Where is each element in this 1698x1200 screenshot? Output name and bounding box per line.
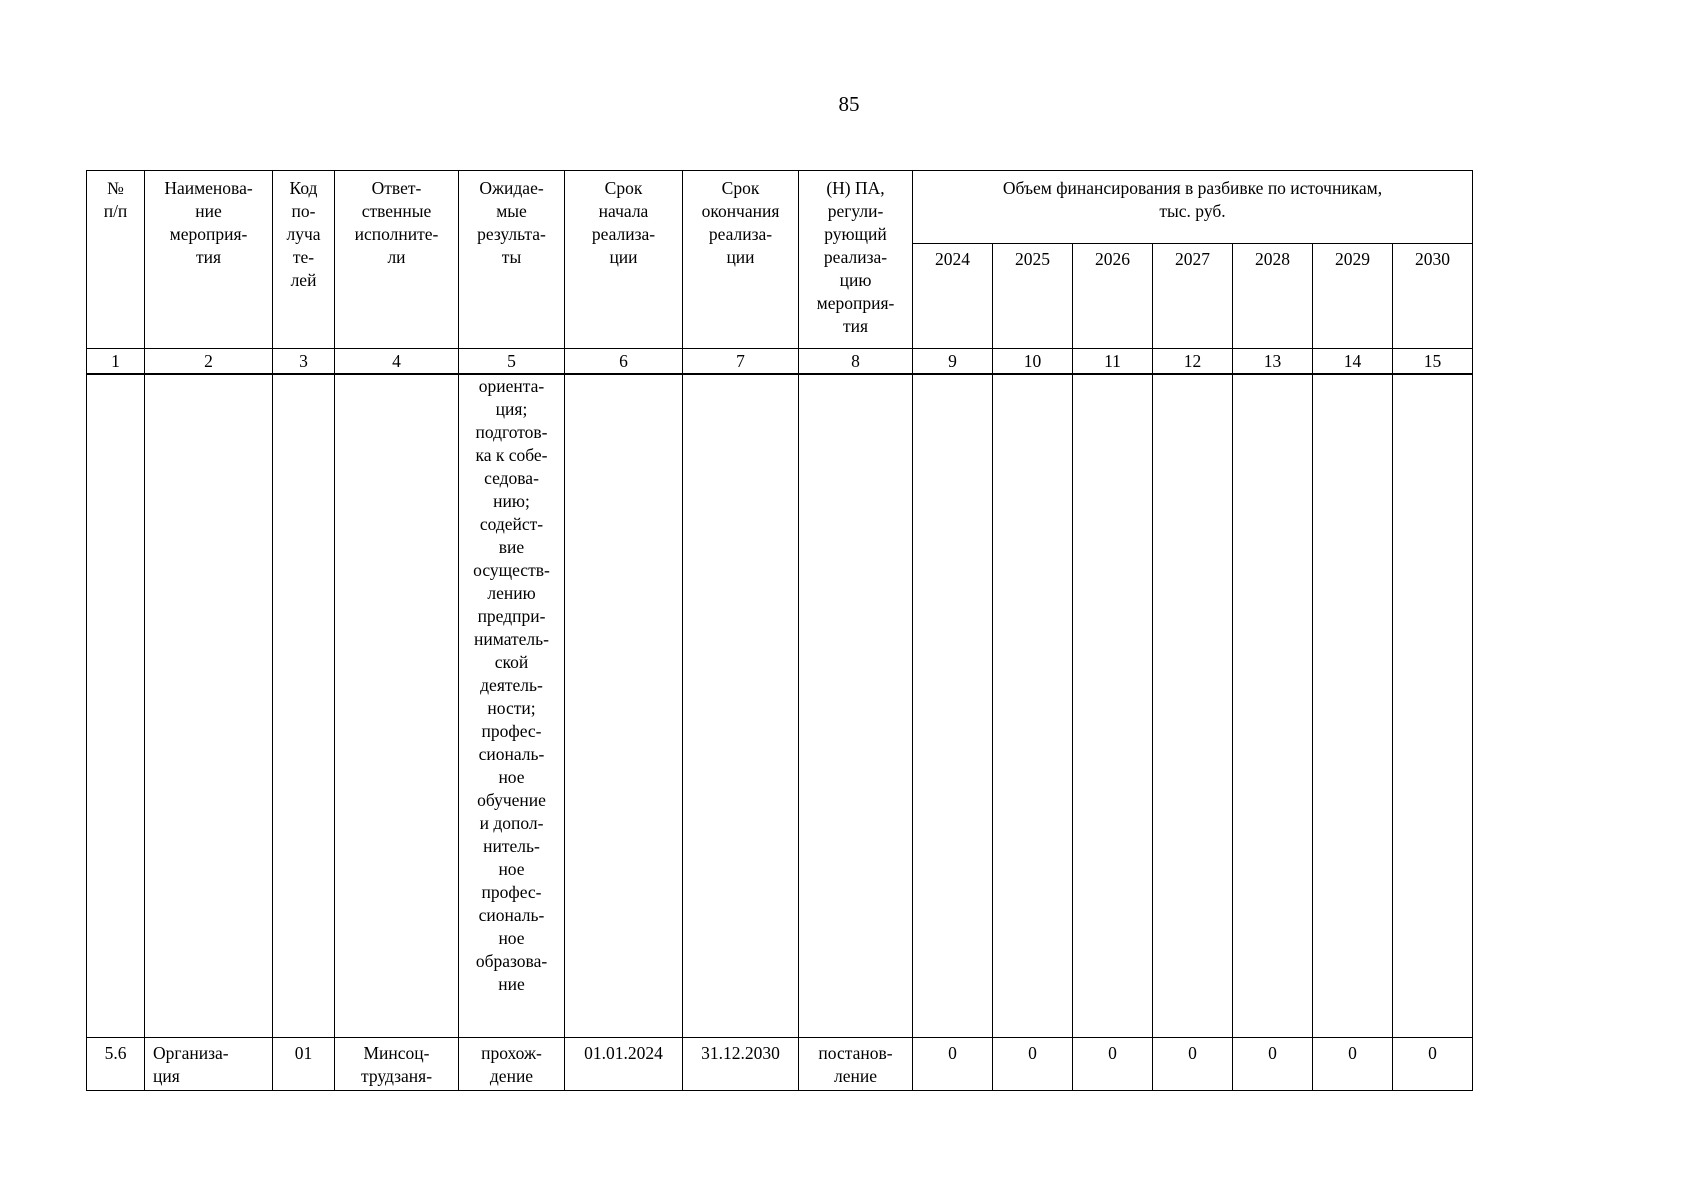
cell-empty xyxy=(1153,374,1233,1038)
col-number: 8 xyxy=(799,349,913,375)
cell-empty xyxy=(913,374,993,1038)
header-result: Ожидае- мые результа- ты xyxy=(459,171,565,349)
col-number: 15 xyxy=(1393,349,1473,375)
cell-empty xyxy=(1393,374,1473,1038)
cell-empty xyxy=(1233,374,1313,1038)
funding-2027: 0 xyxy=(1153,1038,1233,1091)
regulatory-act: постанов- ление xyxy=(799,1038,913,1091)
header-responsible: Ответ- ственные исполните- ли xyxy=(335,171,459,349)
col-number: 9 xyxy=(913,349,993,375)
start-date: 01.01.2024 xyxy=(565,1038,683,1091)
header-npa: (Н) ПА, регули- рующий реализа- цию мероприя- тия xyxy=(799,171,913,349)
continuation-results-cell: ориента- ция; подготов- ка к собе- седова- нию; содейст- вие осуществ- лению предпри- ниматель- ской деятель- ности; профес- сиональ- ное обучение и допол- нитель- ное профес- сиональ- ное образова- ние xyxy=(459,374,565,1038)
cell-empty xyxy=(273,374,335,1038)
cell-empty xyxy=(1313,374,1393,1038)
funding-2024: 0 xyxy=(913,1038,993,1091)
col-number: 7 xyxy=(683,349,799,375)
col-number: 1 xyxy=(87,349,145,375)
header-name: Наименова- ние мероприя- тия xyxy=(145,171,273,349)
year-2027: 2027 xyxy=(1153,244,1233,349)
col-number: 13 xyxy=(1233,349,1313,375)
col-number: 14 xyxy=(1313,349,1393,375)
cell-empty xyxy=(565,374,683,1038)
year-2028: 2028 xyxy=(1233,244,1313,349)
col-number: 10 xyxy=(993,349,1073,375)
cell-empty xyxy=(145,374,273,1038)
continuation-row xyxy=(87,374,1473,1038)
funding-2025: 0 xyxy=(993,1038,1073,1091)
funding-2028: 0 xyxy=(1233,1038,1313,1091)
expected-result: прохож- дение xyxy=(459,1038,565,1091)
funding-2029: 0 xyxy=(1313,1038,1393,1091)
header-funding: Объем финансирования в разбивке по источникам, тыс. руб. xyxy=(913,171,1473,244)
year-2030: 2030 xyxy=(1393,244,1473,349)
col-number: 3 xyxy=(273,349,335,375)
activity-name: Организа- ция xyxy=(145,1038,273,1091)
header-num: № п/п xyxy=(87,171,145,349)
col-number: 4 xyxy=(335,349,459,375)
funding-2030: 0 xyxy=(1393,1038,1473,1091)
funding-2026: 0 xyxy=(1073,1038,1153,1091)
year-2025: 2025 xyxy=(993,244,1073,349)
header-start: Срок начала реализа- ции xyxy=(565,171,683,349)
cell-empty xyxy=(993,374,1073,1038)
responsible-executor: Минсоц- трудзаня- xyxy=(335,1038,459,1091)
year-2029: 2029 xyxy=(1313,244,1393,349)
header-row xyxy=(87,171,1473,244)
cell-empty xyxy=(87,374,145,1038)
cell-empty xyxy=(335,374,459,1038)
table-row xyxy=(87,1038,1473,1091)
recipient-code: 01 xyxy=(273,1038,335,1091)
col-number: 2 xyxy=(145,349,273,375)
col-number: 12 xyxy=(1153,349,1233,375)
cell-empty xyxy=(683,374,799,1038)
cell-empty xyxy=(799,374,913,1038)
end-date: 31.12.2030 xyxy=(683,1038,799,1091)
header-code: Код по- луча те- лей xyxy=(273,171,335,349)
row-number: 5.6 xyxy=(87,1038,145,1091)
year-2024: 2024 xyxy=(913,244,993,349)
col-number: 11 xyxy=(1073,349,1153,375)
cell-empty xyxy=(1073,374,1153,1038)
activities-table xyxy=(86,170,1473,1091)
page-number: 85 xyxy=(838,92,860,116)
year-2026: 2026 xyxy=(1073,244,1153,349)
header-end: Срок окончания реализа- ции xyxy=(683,171,799,349)
col-number: 6 xyxy=(565,349,683,375)
col-number: 5 xyxy=(459,349,565,375)
column-numbers-row xyxy=(87,349,1473,375)
